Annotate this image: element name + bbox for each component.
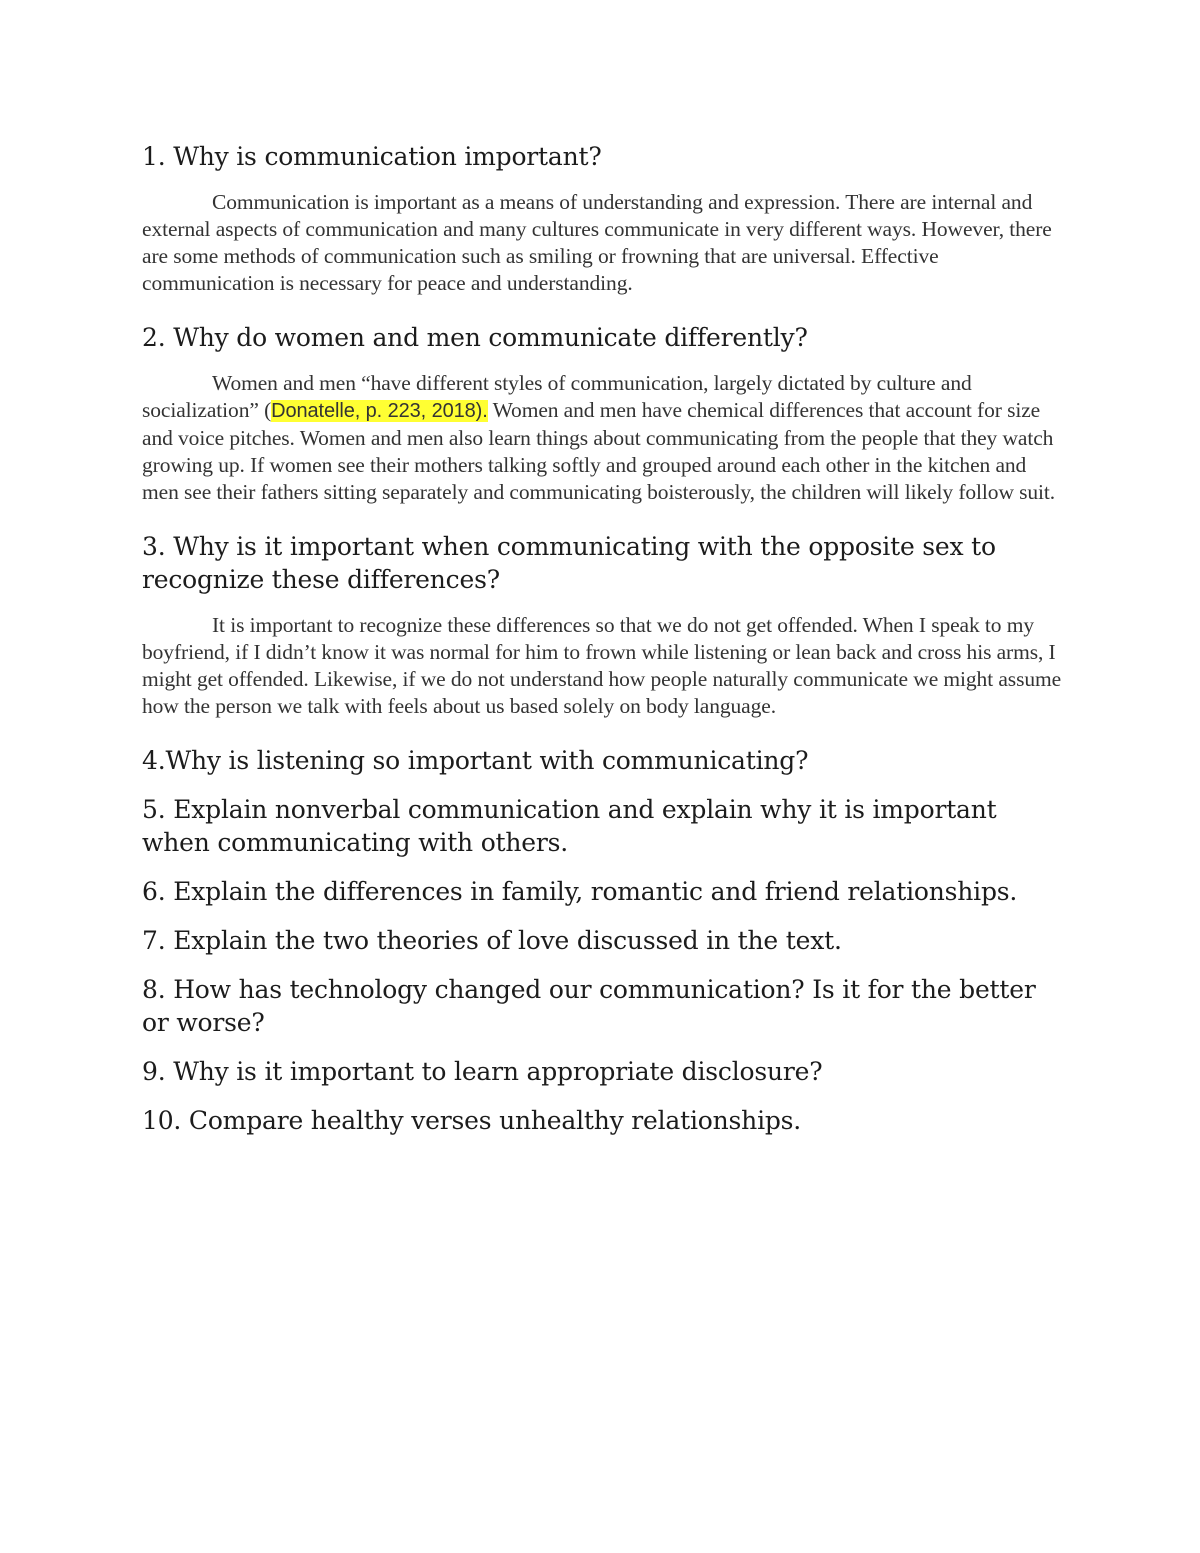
- question-2-title: 2. Why do women and men communicate differently?: [142, 323, 808, 352]
- question-6-title: 6. Explain the differences in family, romantic and friend relationships.: [142, 877, 1018, 906]
- question-9-title: 9. Why is it important to learn appropriate disclosure?: [142, 1057, 823, 1086]
- question-3-answer: It is important to recognize these differences so that we do not get offended. When I speak to my boyfriend, if I didn’t know it was normal for him to frown while listening or lean back and cross his arms, I might get offended. Likewise, if we do not understand how people naturally communicate we might assume how the person we talk with feels about us based solely on body language.: [142, 613, 1062, 718]
- question-1-title: 1. Why is communication important?: [142, 142, 602, 171]
- question-3-title: 3. Why is it important when communicating with the opposite sex to recognize these differences?: [142, 532, 996, 594]
- question-8-title: 8. How has technology changed our communication? Is it for the better or worse?: [142, 975, 1036, 1037]
- question-7-title: 7. Explain the two theories of love discussed in the text.: [142, 926, 842, 955]
- question-4-title: 4.Why is listening so important with communicating?: [142, 746, 809, 775]
- question-10-title: 10. Compare healthy verses unhealthy relationships.: [142, 1106, 802, 1135]
- citation-highlight: Donatelle, p. 223, 2018).: [271, 400, 488, 422]
- answer-2-text-after: Women and men have chemical differences that account for size and voice pitches. Women and men also learn things about communicating from the people that they watch growing up. If women see their mothers talking softly and grouped around each other in the kitchen and men see their fathers sitting separately and communicating boisterously, the children will likely follow suit.: [142, 398, 1056, 504]
- question-2-answer: [142, 370, 1062, 506]
- question-5-title: 5. Explain nonverbal communication and explain why it is important when communicating with others.: [142, 795, 997, 857]
- question-list: [142, 140, 1062, 1153]
- question-1-answer: Communication is important as a means of understanding and expression. There are internal and external aspects of communication and many cultures communicate in very different ways. However, there are some methods of communication such as smiling or frowning that are universal. Effective communication is necessary for peace and understanding.: [142, 190, 1052, 295]
- answer-2-text-before: Women and men “have different styles of communication, largely dictated by culture and socialization” (: [142, 371, 972, 422]
